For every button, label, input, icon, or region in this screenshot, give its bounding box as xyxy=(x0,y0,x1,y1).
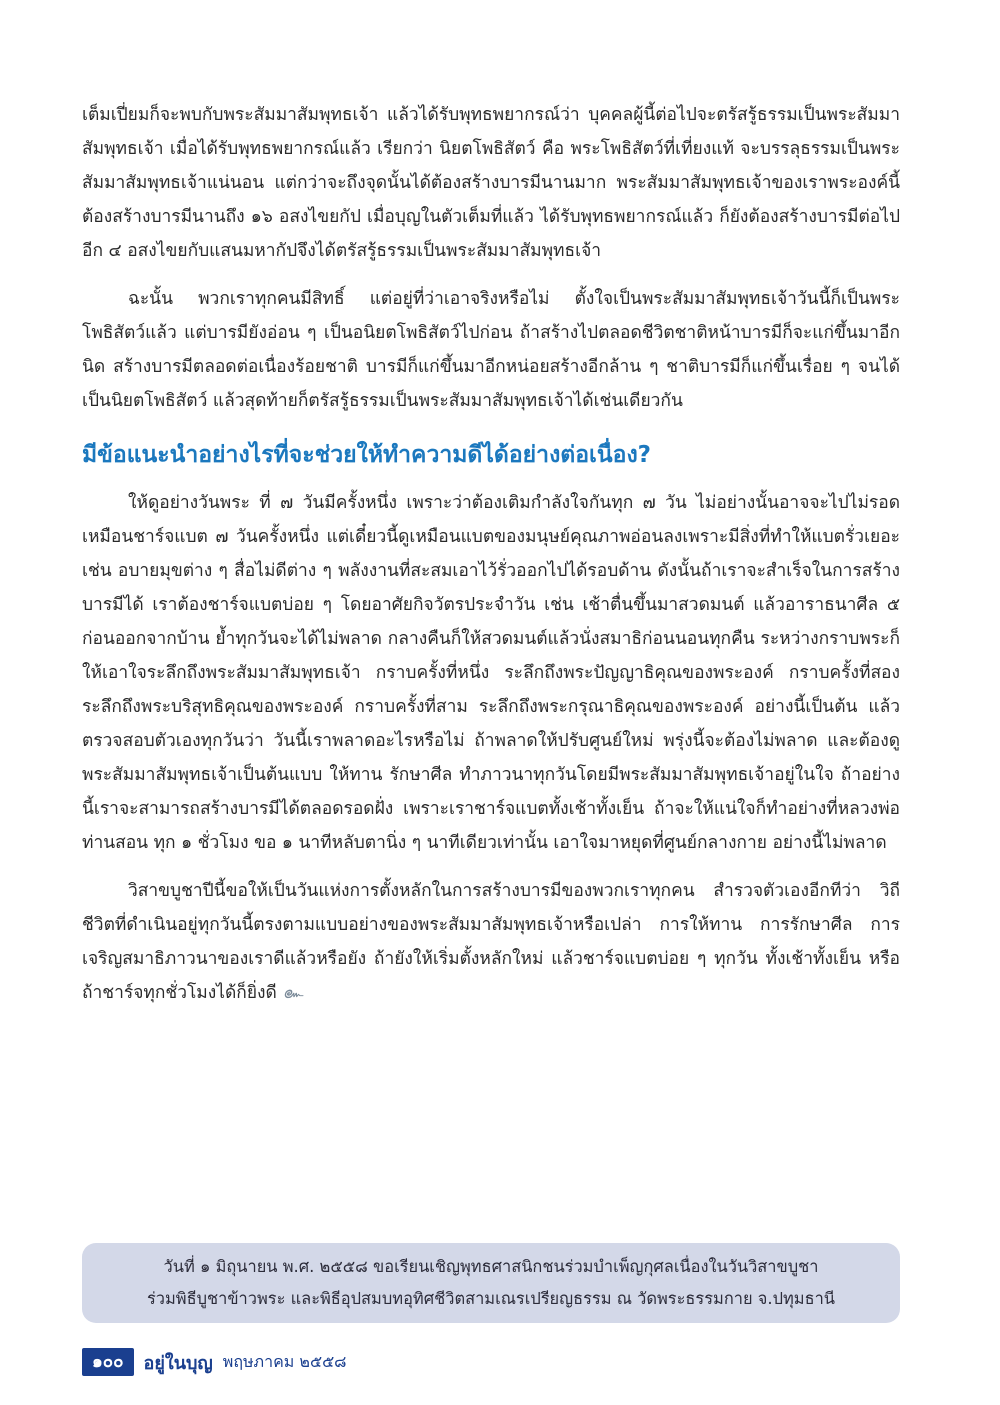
paragraph-1: เต็มเปี่ยมก็จะพบกับพระสัมมาสัมพุทธเจ้า แล้วได้รับพุทธพยากรณ์ว่า บุคคลผู้นี้ต่อไปจะตรัสรู้ธรรมเป็นพระสัมมาสัมพุทธเจ้า เมื่อได้รับพุทธพยากรณ์แล้ว เรียกว่า นิยตโพธิสัตว์ คือ พระโพธิสัตว์ที่เที่ยงแท้ จะบรรลุธรรมเป็นพระสัมมาสัมพุทธเจ้าแน่นอน แต่กว่าจะถึงจุดนั้นได้ต้องสร้างบารมีนานมาก พระสัมมาสัมพุทธเจ้าของเราพระองค์นี้ต้องสร้างบารมีนานถึง ๑๖ อสงไขยกัป เมื่อบุญในตัวเต็มที่แล้ว ได้รับพุทธพยากรณ์แล้ว ก็ยังต้องสร้างบารมีต่อไปอีก ๔ อสงไขยกับแสนมหากัปจึงได้ตรัสรู้ธรรมเป็นพระสัมมาสัมพุทธเจ้า xyxy=(82,105,900,261)
end-of-article-mark: ๛ xyxy=(282,983,303,1003)
section-heading: มีข้อแนะนำอย่างไรที่จะช่วยให้ทำความดีได้อย่างต่อเนื่อง? xyxy=(82,442,652,468)
issue-date: พฤษภาคม ๒๕๕๘ xyxy=(222,1351,347,1371)
paragraph-2: ฉะนั้น พวกเราทุกคนมีสิทธิ์ แต่อยู่ที่ว่าเอาจริงหรือไม่ ตั้งใจเป็นพระสัมมาสัมพุทธเจ้าวันนี้ก็เป็นพระโพธิสัตว์แล้ว แต่บารมียังอ่อน ๆ เป็นอนิยตโพธิสัตว์ไปก่อน ถ้าสร้างไปตลอดชีวิตชาติหน้าบารมีก็จะแก่ขึ้นมาอีกนิด สร้างบารมีตลอดต่อเนื่องร้อยชาติ บารมีก็แก่ขึ้นมาอีกหน่อยสร้างอีกล้าน ๆ ชาติบารมีก็แก่ขึ้นเรื่อย ๆ จนได้เป็นนิยตโพธิสัตว์ แล้วสุดท้ายก็ตรัสรู้ธรรมเป็นพระสัมมาสัมพุทธเจ้าได้เช่นเดียวกัน xyxy=(82,289,900,411)
page-number: ๑๐๐ xyxy=(82,1348,134,1376)
magazine-name: อยู่ในบุญ xyxy=(143,1352,213,1374)
article-body xyxy=(82,98,900,1010)
paragraph-4 xyxy=(82,874,900,1010)
paragraph-4-text: วิสาขบูชาปีนี้ขอให้เป็นวันแห่งการตั้งหลักในการสร้างบารมีของพวกเราทุกคน สำรวจตัวเองอีกทีว่า วิถีชีวิตที่ดำเนินอยู่ทุกวันนี้ตรงตามแบบอย่างของพระสัมมาสัมพุทธเจ้าหรือเปล่า การให้ทาน การรักษาศีล การเจริญสมาธิภาวนาของเราดีแล้วหรือยัง ถ้ายังให้เริ่มตั้งหลักใหม่ แล้วชาร์จแบตบ่อย ๆ ทุกวัน ทั้งเช้าทั้งเย็น หรือถ้าชาร์จทุกชั่วโมงได้ก็ยิ่งดี xyxy=(82,881,900,1003)
page-footer xyxy=(82,1348,347,1376)
notice-line-2: ร่วมพิธีบูชาข้าวพระ และพิธีอุปสมบทอุทิศชีวิตสามเณรเปรียญธรรม ณ วัดพระธรรมกาย จ.ปทุมธานี xyxy=(147,1289,835,1308)
notice-line-1: วันที่ ๑ มิถุนายน พ.ศ. ๒๕๕๘ ขอเรียนเชิญพุทธศาสนิกชนร่วมบำเพ็ญกุศลเนื่องในวันวิสาขบูชา xyxy=(163,1257,819,1276)
event-notice-box xyxy=(82,1243,900,1323)
paragraph-3: ให้ดูอย่างวันพระ ที่ ๗ วันมีครั้งหนึ่ง เพราะว่าต้องเติมกำลังใจกันทุก ๗ วัน ไม่อย่างนั้นอาจจะไปไม่รอด เหมือนชาร์จแบต ๗ วันครั้งหนึ่ง แต่เดี๋ยวนี้ดูเหมือนแบตของมนุษย์คุณภาพอ่อนลงเพราะมีสิ่งที่ทำให้แบตรั่วเยอะ เช่น อบายมุขต่าง ๆ สื่อไม่ดีต่าง ๆ พลังงานที่สะสมเอาไว้รั่วออกไปได้รอบด้าน ดังนั้นถ้าเราจะสำเร็จในการสร้างบารมีได้ เราต้องชาร์จแบตบ่อย ๆ โดยอาศัยกิจวัตรประจำวัน เช่น เช้าตื่นขึ้นมาสวดมนต์ แล้วอาราธนาศีล ๕ ก่อนออกจากบ้าน ย้ำทุกวันจะได้ไม่พลาด กลางคืนก็ให้สวดมนต์แล้วนั่งสมาธิก่อนนอนทุกคืน ระหว่างกราบพระก็ให้เอาใจระลึกถึงพระสัมมาสัมพุทธเจ้า กราบครั้งที่หนึ่ง ระลึกถึงพระปัญญาธิคุณของพระองค์ กราบครั้งที่สองระลึกถึงพระบริสุทธิคุณของพระองค์ กราบครั้งที่สาม ระลึกถึงพระกรุณาธิคุณของพระองค์ อย่างนี้เป็นต้น แล้วตรวจสอบตัวเองทุกวันว่า วันนี้เราพลาดอะไรหรือไม่ ถ้าพลาดให้ปรับศูนย์ใหม่ พรุ่งนี้จะต้องไม่พลาด และต้องดูพระสัมมาสัมพุทธเจ้าเป็นต้นแบบ ให้ทาน รักษาศีล ทำภาวนาทุกวันโดยมีพระสัมมาสัมพุทธเจ้าอยู่ในใจ ถ้าอย่างนี้เราจะสามารถสร้างบารมีได้ตลอดรอดฝั่ง เพราะเราชาร์จแบตทั้งเช้าทั้งเย็น ถ้าจะให้แน่ใจก็ทำอย่างที่หลวงพ่อท่านสอน ทุก ๑ ชั่วโมง ขอ ๑ นาทีหลับตานิ่ง ๆ นาทีเดียวเท่านั้น เอาใจมาหยุดที่ศูนย์กลางกาย อย่างนี้ไม่พลาด xyxy=(82,493,900,853)
